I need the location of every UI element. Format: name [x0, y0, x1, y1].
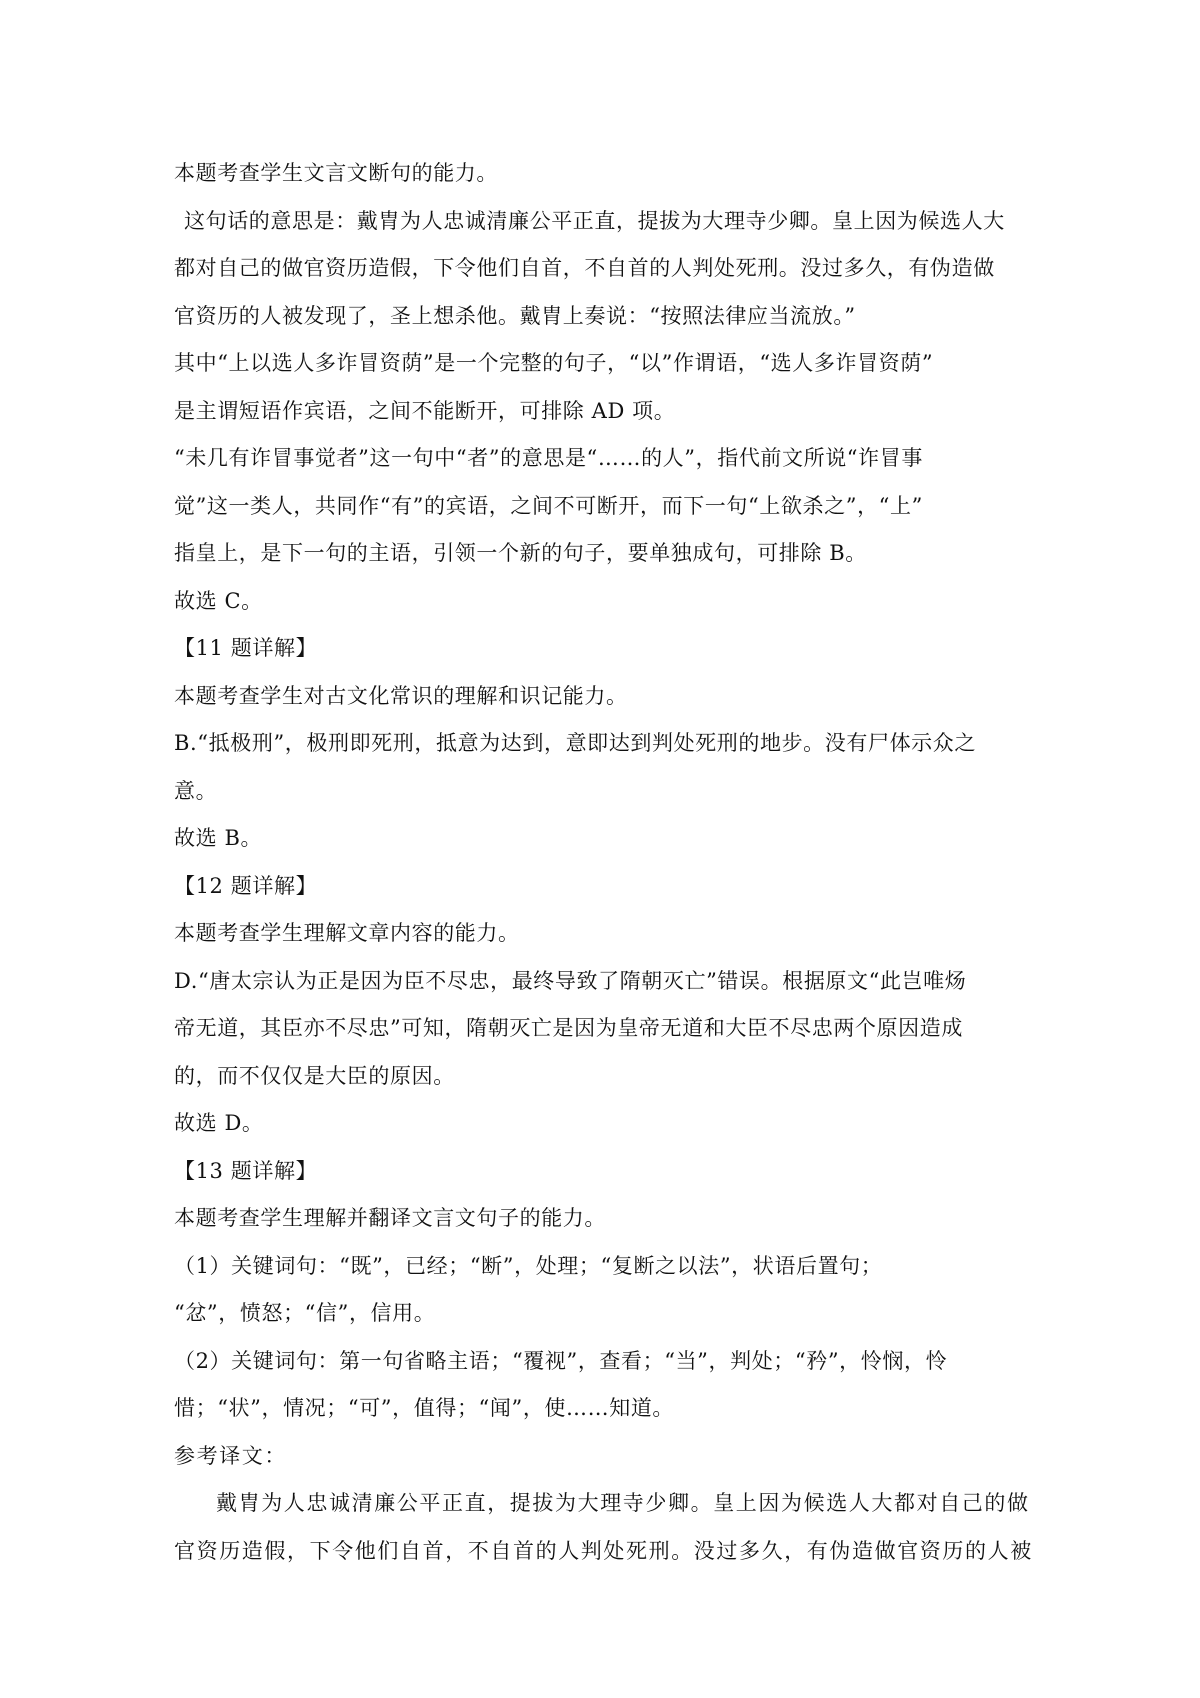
text-line: 故选 D。 — [174, 1111, 264, 1135]
text-line: （2）关键词句：第一句省略主语；“覆视”，查看；“当”，判处；“矜”，怜悯，怜 — [174, 1348, 948, 1373]
text-line: D.“唐太宗认为正是因为臣不尽忠，最终导致了隋朝灭亡”错误。根据原文“此岂唯炀 — [174, 968, 967, 993]
reference-translation-heading: 参考译文： — [174, 1443, 287, 1468]
text-line: 是主谓短语作宾语，之间不能断开，可排除 AD 项。 — [174, 398, 676, 423]
text-line: 帝无道，其臣亦不尽忠”可知，隋朝灭亡是因为皇帝无道和大臣不尽忠两个原因造成 — [174, 1016, 963, 1040]
text-line: 本题考查学生理解文章内容的能力。 — [174, 921, 520, 945]
text-line: 本题考查学生理解并翻译文言文句子的能力。 — [174, 1206, 606, 1230]
section-heading-12: 【12 题详解】 — [174, 873, 318, 898]
text-line: 故选 C。 — [174, 588, 263, 613]
text-line: （1）关键词句：“既”，已经；“断”，处理；“复断之以法”，状语后置句； — [174, 1253, 883, 1278]
section-heading-13: 【13 题详解】 — [174, 1158, 318, 1183]
text-line: 官资历的人被发现了，圣上想杀他。戴胄上奏说：“按照法律应当流放。” — [174, 303, 856, 328]
translation-line: 官资历造假，下令他们自首，不自首的人判处死刑。没过多久，有伪造做官资历的人被 — [174, 1538, 1033, 1563]
text-line: 觉”这一类人，共同作“有”的宾语，之间不可断开，而下一句“上欲杀之”，“上” — [174, 493, 923, 518]
text-line: 故选 B。 — [174, 826, 263, 850]
text-line: 惜；“状”，情况；“可”，值得；“闻”，使……知道。 — [174, 1396, 675, 1420]
text-line: 的，而不仅仅是大臣的原因。 — [174, 1063, 455, 1088]
text-line: 都对自己的做官资历造假，下令他们自首，不自首的人判处死刑。没过多久，有伪造做 — [174, 256, 995, 280]
text-line: “未几有诈冒事觉者”这一句中“者”的意思是“……的人”，指代前文所说“诈冒事 — [174, 446, 923, 470]
text-line: 其中“上以选人多诈冒资荫”是一个完整的句子，“以”作谓语，“选人多诈冒资荫” — [174, 351, 934, 375]
text-line: 指皇上，是下一句的主语，引领一个新的句子，要单独成句，可排除 B。 — [174, 541, 867, 565]
text-line: 本题考查学生对古文化常识的理解和识记能力。 — [174, 683, 628, 708]
translation-line: 戴胄为人忠诚清廉公平正直，提拔为大理寺少卿。皇上因为候选人大都对自己的做 — [216, 1491, 1030, 1515]
section-heading-11: 【11 题详解】 — [174, 636, 318, 660]
text-line: 本题考查学生文言文断句的能力。 — [174, 161, 498, 185]
document-body — [174, 150, 1040, 1575]
text-line: “忿”，愤怒；“信”，信用。 — [174, 1301, 436, 1325]
text-line: 这句话的意思是：戴胄为人忠诚清廉公平正直，提拔为大理寺少卿。皇上因为候选人大 — [184, 208, 1005, 233]
text-line: 意。 — [174, 778, 218, 803]
text-line: B.“抵极刑”，极刑即死刑，抵意为达到，意即达到判处死刑的地步。没有尸体示众之 — [174, 731, 976, 755]
